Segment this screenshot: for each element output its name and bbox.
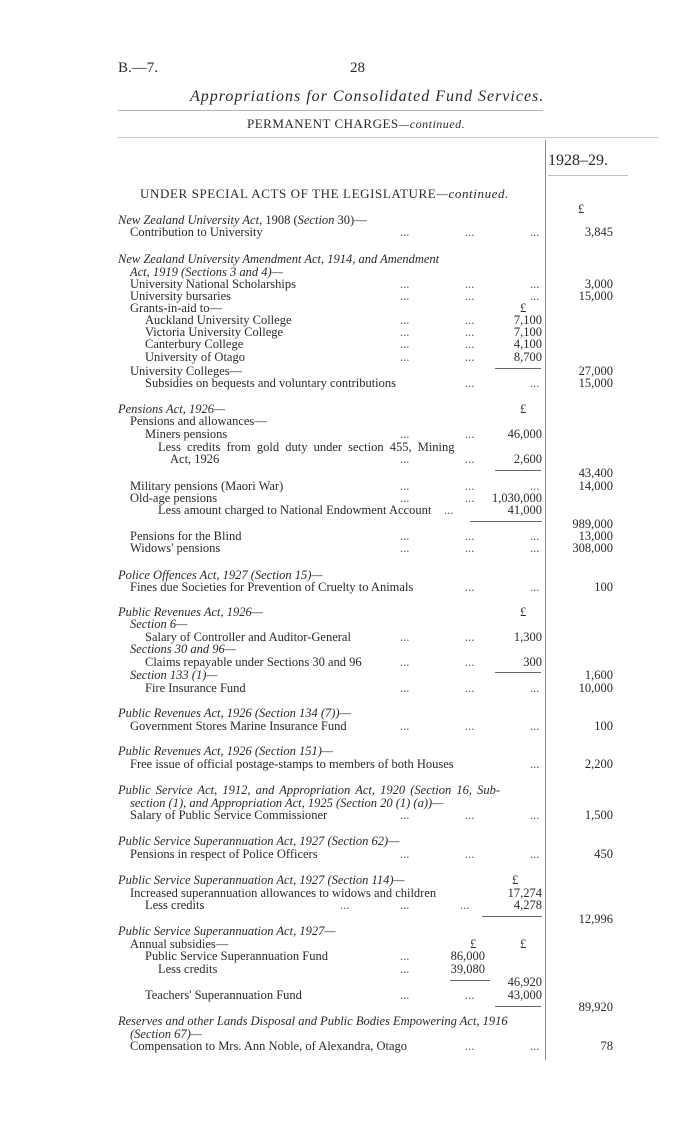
old-age-less-amount: 41,000 — [507, 503, 542, 517]
year-column-header: 1928–29. — [548, 152, 608, 169]
leader: ... — [400, 325, 410, 339]
sum-rule — [495, 470, 541, 471]
leader: ... — [530, 541, 540, 555]
pound-symbol: £ — [470, 937, 477, 951]
sum-rule — [495, 368, 541, 369]
pssa3-teachers: Teachers' Superannuation Fund — [145, 988, 302, 1002]
leader: ... — [530, 376, 540, 390]
pound-symbol: £ — [520, 402, 527, 416]
nzua-title-line2: Act, 1919 (Sections 3 and 4)— — [130, 265, 283, 279]
nzua-subsidies: Subsidies on bequests and voluntary contributions — [145, 376, 397, 390]
leader: ... — [465, 337, 475, 351]
leader: ... — [465, 325, 475, 339]
leader: ... — [400, 277, 410, 291]
column-divider — [545, 140, 546, 1060]
psa-amount: 1,500 — [584, 808, 613, 822]
leader: ... — [465, 452, 475, 466]
pound-symbol: £ — [520, 301, 527, 315]
pensions-label: Pensions and allowances— — [130, 414, 267, 428]
pssa3-annual: Annual subsidies— — [130, 937, 229, 951]
nzu-act-title: New Zealand University Act, 1908 (Section 30)— — [118, 213, 367, 227]
pra1-section133: Section 133 (1)— — [130, 668, 218, 682]
leader: ... — [400, 719, 410, 733]
leader: ... — [530, 808, 540, 822]
pssa2-less: Less credits — [145, 898, 205, 912]
pra1-salary: Salary of Controller and Auditor-General — [145, 630, 351, 644]
pssa3-less-amount: 39,080 — [450, 962, 485, 976]
miners-amount: 46,000 — [507, 427, 542, 441]
old-age-net: 989,000 — [572, 517, 613, 531]
psa-item: Salary of Public Service Commissioner — [130, 808, 328, 822]
sum-rule — [495, 1006, 541, 1007]
old-age-less: Less amount charged to National Endowment Account — [158, 503, 432, 517]
leader: ... — [400, 808, 410, 822]
reserves-title-line1: Reserves and other Lands Disposal and Public Bodies Empowering Act, 1916 — [118, 1014, 508, 1028]
pound-symbol: £ — [520, 937, 527, 951]
grant-label: Canterbury College — [145, 337, 244, 351]
leader: ... — [400, 529, 410, 543]
leader: ... — [530, 681, 540, 695]
leader: ... — [465, 681, 475, 695]
pra1-title: Public Revenues Act, 1926— — [118, 605, 263, 619]
leader: ... — [400, 491, 410, 505]
leader: ... — [400, 350, 410, 364]
leader: ... — [465, 655, 475, 669]
nzua-bursaries: University bursaries — [130, 289, 232, 303]
leader: ... — [400, 427, 410, 441]
pra3-item: Free issue of official postage-stamps to members of both Houses — [130, 757, 454, 771]
pssa2-less-amount: 4,278 — [513, 898, 542, 912]
leader: ... — [465, 479, 475, 493]
leader: ... — [400, 452, 410, 466]
leader: ... — [465, 350, 475, 364]
leader: ... — [465, 630, 475, 644]
leader: ... — [400, 289, 410, 303]
leader: ... — [400, 479, 410, 493]
leader: ... — [530, 757, 540, 771]
leader: ... — [465, 719, 475, 733]
leader: ... — [465, 988, 475, 1002]
miners-less-amount: 2,600 — [513, 452, 542, 466]
pra2-item: Government Stores Marine Insurance Fund — [130, 719, 347, 733]
pound-symbol: £ — [512, 873, 519, 887]
reserves-amount: 78 — [600, 1039, 613, 1053]
leader: ... — [400, 655, 410, 669]
reserves-title-line2: (Section 67)— — [130, 1027, 202, 1041]
year-rule — [548, 175, 628, 176]
widows-amount: 308,000 — [572, 541, 613, 555]
pssa2-amount: 17,274 — [507, 886, 542, 900]
nzu-item: Contribution to University — [130, 225, 263, 239]
leader: ... — [530, 225, 540, 239]
pssa3-title: Public Service Superannuation Act, 1927— — [118, 924, 336, 938]
miners-pensions: Miners pensions — [145, 427, 228, 441]
pra1-total: 1,600 — [584, 668, 613, 682]
leader: ... — [465, 313, 475, 327]
pssa1-item: Pensions in respect of Police Officers — [130, 847, 318, 861]
section-heading: UNDER SPECIAL ACTS OF THE LEGISLATURE—continued. — [140, 186, 509, 201]
leader: ... — [460, 898, 470, 912]
grant-label: Auckland University College — [145, 313, 292, 327]
leader: ... — [465, 529, 475, 543]
leader: ... — [530, 529, 540, 543]
grant-amount: 7,100 — [513, 325, 542, 339]
pssa3-teachers-amount: 43,000 — [507, 988, 542, 1002]
pra1-claims-amount: 300 — [523, 655, 542, 669]
nzua-title-line1: New Zealand University Amendment Act, 1914, and Amendment — [118, 252, 440, 266]
nzua-scholarships: University National Scholarships — [130, 277, 296, 291]
miners-net: 43,400 — [578, 466, 613, 480]
section-subtitle: PERMANENT CHARGES—continued. — [247, 116, 466, 131]
sum-rule — [482, 916, 542, 917]
pra3-title: Public Revenues Act, 1926 (Section 151)— — [118, 744, 333, 758]
pssa2-title: Public Service Superannuation Act, 1927 (Section 114)— — [118, 873, 405, 887]
grant-amount: 4,100 — [513, 337, 542, 351]
pra1-claims: Claims repayable under Sections 30 and 96 — [145, 655, 362, 669]
leader: ... — [465, 277, 475, 291]
leader: ... — [400, 898, 410, 912]
header-rule — [118, 110, 543, 111]
blind-amount: 13,000 — [578, 529, 613, 543]
nzua-scholarships-amount: 3,000 — [584, 277, 613, 291]
leader: ... — [530, 847, 540, 861]
old-age-pensions: Old-age pensions — [130, 491, 218, 505]
reserves-item: Compensation to Mrs. Ann Noble, of Alexandra, Otago — [130, 1039, 408, 1053]
leader: ... — [340, 898, 350, 912]
leader: ... — [400, 681, 410, 695]
pra2-amount: 100 — [594, 719, 613, 733]
pssa3-psf-net: 46,920 — [507, 975, 542, 989]
widows-pensions: Widows' pensions — [130, 541, 221, 555]
leader: ... — [465, 427, 475, 441]
leader: ... — [465, 847, 475, 861]
leader: ... — [465, 580, 475, 594]
leader: ... — [400, 541, 410, 555]
subtitle-rule — [118, 137, 658, 138]
leader: ... — [400, 630, 410, 644]
leader: ... — [465, 808, 475, 822]
psa-title-line2: section (1), and Appropriation Act, 1925 (Section 20 (1) (a))— — [130, 796, 444, 810]
pra1-fire-amount: 10,000 — [578, 681, 613, 695]
pssa2-item: Increased superannuation allowances to widows and children — [130, 886, 437, 900]
leader: ... — [465, 491, 475, 505]
leader: ... — [400, 962, 410, 976]
grant-amount: 8,700 — [513, 350, 542, 364]
leader: ... — [465, 376, 475, 390]
leader: ... — [400, 313, 410, 327]
pound-symbol: £ — [520, 605, 527, 619]
nzua-subsidies-amount: 15,000 — [578, 376, 613, 390]
pssa2-net: 12,996 — [578, 912, 613, 926]
pensions-act-title: Pensions Act, 1926— — [118, 402, 226, 416]
sum-rule — [470, 521, 542, 522]
nzu-amount: 3,845 — [584, 225, 613, 239]
military-pensions: Military pensions (Maori War) — [130, 479, 284, 493]
miners-less-line2: Act, 1926 — [170, 452, 220, 466]
leader: ... — [465, 541, 475, 555]
nzua-grants-total: 27,000 — [578, 364, 613, 378]
page-number: 28 — [350, 60, 365, 76]
grant-amount: 7,100 — [513, 313, 542, 327]
military-amount: 14,000 — [578, 479, 613, 493]
pra1-salary-amount: 1,300 — [513, 630, 542, 644]
old-age-amount: 1,030,000 — [492, 491, 542, 505]
leader: ... — [530, 277, 540, 291]
leader: ... — [530, 580, 540, 594]
grant-label: University of Otago — [145, 350, 245, 364]
leader: ... — [530, 289, 540, 303]
leader: ... — [400, 225, 410, 239]
leader: ... — [530, 1039, 540, 1053]
police-amount: 100 — [594, 580, 613, 594]
psa-title-line1: Public Service Act, 1912, and Appropriation Act, 1920 (Section 16, Sub- — [118, 783, 500, 797]
leader: ... — [530, 479, 540, 493]
leader: ... — [444, 503, 454, 517]
pssa3-psf-amount: 86,000 — [450, 949, 485, 963]
grant-label: Victoria University College — [145, 325, 284, 339]
page-title: Appropriations for Consolidated Fund Services. — [190, 88, 545, 105]
pra1-sections30: Sections 30 and 96— — [130, 642, 236, 656]
pssa1-amount: 450 — [594, 847, 613, 861]
pssa3-total: 89,920 — [578, 1000, 613, 1014]
pound-symbol: £ — [578, 202, 585, 216]
pssa3-psf: Public Service Superannuation Fund — [145, 949, 328, 963]
sum-rule — [495, 672, 541, 673]
leader: ... — [400, 337, 410, 351]
leader: ... — [465, 289, 475, 303]
leader: ... — [530, 719, 540, 733]
pra3-amount: 2,200 — [584, 757, 613, 771]
document-reference: B.—7. — [118, 60, 159, 76]
miners-less-line1: Less credits from gold duty under section 455, Mining — [158, 440, 455, 454]
pra2-title: Public Revenues Act, 1926 (Section 134 (7))— — [118, 706, 351, 720]
pra1-fire: Fire Insurance Fund — [145, 681, 246, 695]
police-item: Fines due Societies for Prevention of Cruelty to Animals — [130, 580, 414, 594]
pssa3-less: Less credits — [158, 962, 218, 976]
leader: ... — [400, 949, 410, 963]
leader: ... — [465, 1039, 475, 1053]
leader: ... — [465, 225, 475, 239]
pssa1-title: Public Service Superannuation Act, 1927 (Section 62)— — [118, 834, 400, 848]
nzua-grants-label: Grants-in-aid to— — [130, 301, 222, 315]
blind-pensions: Pensions for the Blind — [130, 529, 242, 543]
pra1-section6: Section 6— — [130, 617, 188, 631]
leader: ... — [400, 988, 410, 1002]
police-act-title: Police Offences Act, 1927 (Section 15)— — [118, 568, 323, 582]
leader: ... — [400, 847, 410, 861]
nzua-bursaries-amount: 15,000 — [578, 289, 613, 303]
nzua-colleges-label: University Colleges— — [130, 364, 243, 378]
